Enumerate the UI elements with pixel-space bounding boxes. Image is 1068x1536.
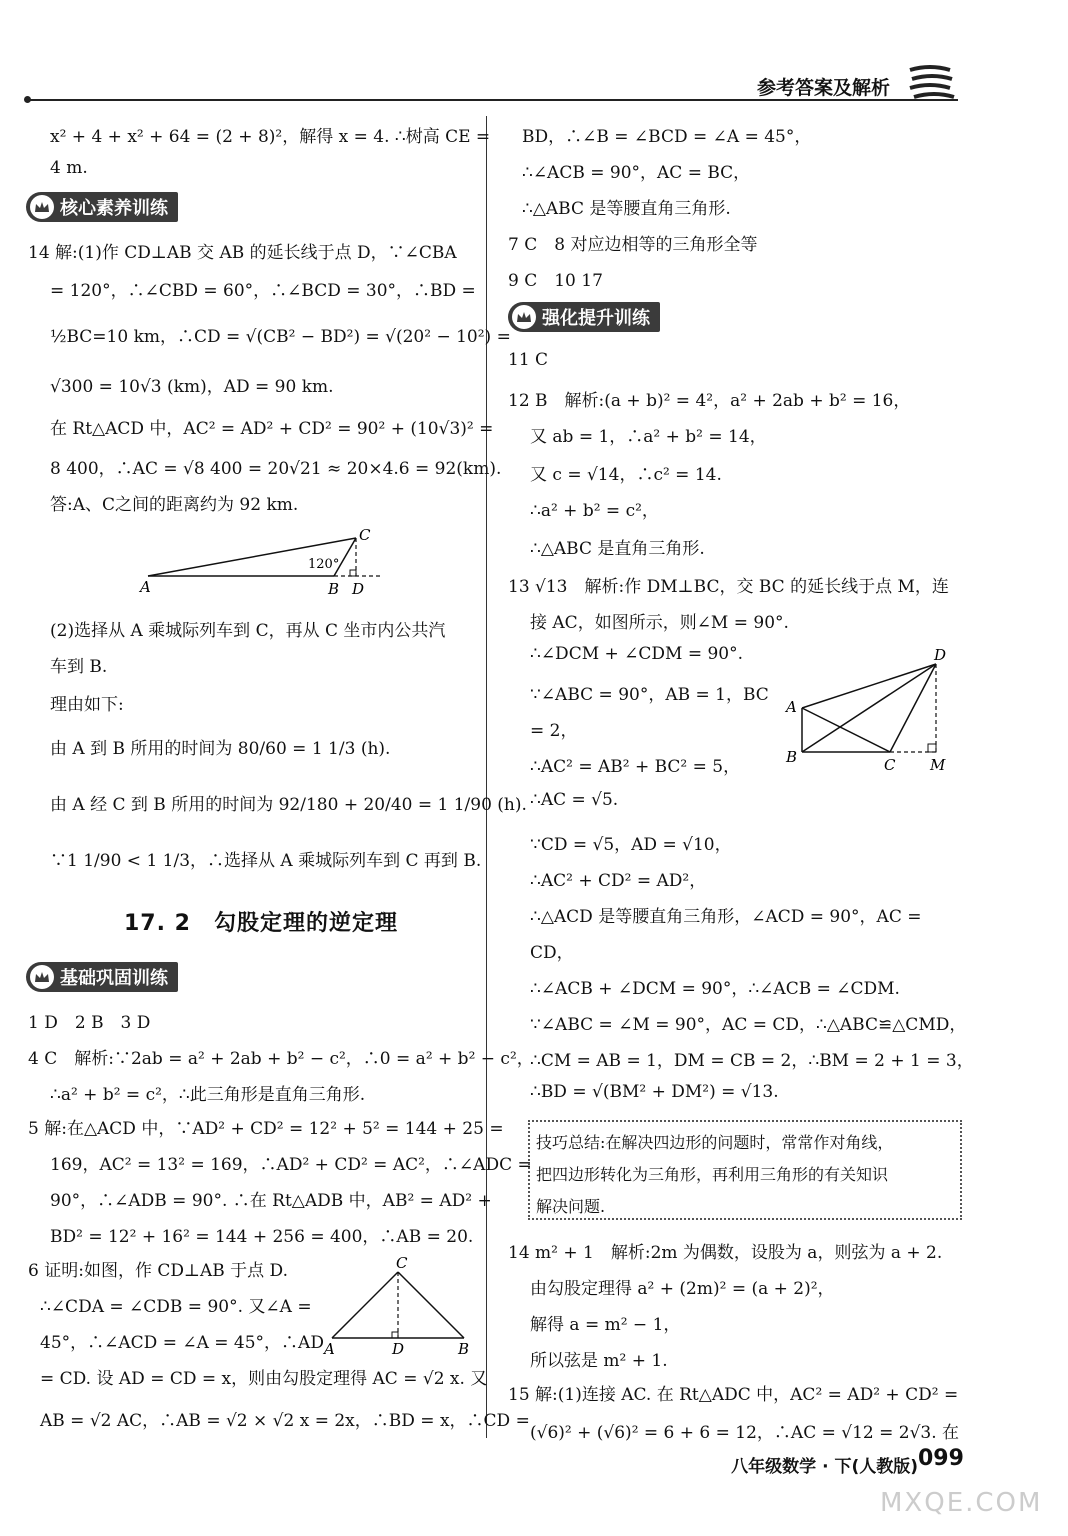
tip-line: 解决问题. <box>536 1197 606 1216</box>
label-b: B <box>328 580 340 598</box>
label-a: A <box>786 698 797 716</box>
label-a: A <box>140 578 151 596</box>
answer-5-line: 5 解:在△ACD 中，∵AD² + CD² = 12² + 5² = 144 + 25 = <box>28 1119 504 1139</box>
watermark: MXQE.COM <box>880 1488 1043 1518</box>
answer-6-cont: ∴∠ACB = 90°，AC = BC， <box>522 163 751 183</box>
figure-triangle-abc <box>320 1256 476 1356</box>
answer-6-line: = CD. 设 AD = CD = x，则由勾股定理得 AC = √2 x. 又 <box>40 1369 488 1389</box>
answer-12-line: 又 c = √14，∴c² = 14. <box>530 465 722 485</box>
right-angle-mark <box>392 1332 398 1338</box>
label-b: B <box>786 748 798 766</box>
footer-book-title: 八年级数学 · 下(人教版) <box>731 1457 918 1477</box>
answer-14b-line: 由勾股定理得 a² + (2m)² = (a + 2)²， <box>530 1279 835 1299</box>
answer-6-line: 45°，∴∠ACD = ∠A = 45°，∴AD <box>40 1333 324 1353</box>
segment-ac <box>332 1272 398 1338</box>
answer-13-line: ∵CD = √5，AD = √10， <box>530 835 732 855</box>
answers-1-3: 1 D 2 B 3 D <box>28 1013 151 1033</box>
answer-13-line: ∴∠DCM + ∠CDM = 90°. <box>530 644 744 664</box>
segment-bc <box>398 1272 464 1338</box>
answer-14-line: = 120°，∴∠CBD = 60°，∴∠BCD = 30°，∴BD = <box>50 281 476 301</box>
answer-14b-line: 解得 a = m² − 1， <box>530 1315 681 1335</box>
answer-6-cont: ∴△ABC 是等腰直角三角形. <box>522 199 731 219</box>
answer-14-line: 由 A 经 C 到 B 所用的时间为 92/180 + 20/40 = 1 1/90 (h). <box>50 795 527 815</box>
answers-7-8: 7 C 8 对应边相等的三角形全等 <box>508 235 758 255</box>
label-a: A <box>324 1340 335 1356</box>
label-c: C <box>359 526 371 544</box>
label-m: M <box>930 756 946 774</box>
crown-icon <box>30 195 54 219</box>
answer-13-line: ∴AC² + CD² = AD²， <box>530 871 707 891</box>
banner-label: 基础巩固训练 <box>60 968 168 989</box>
answer-14-line: 答:A、C之间的距离约为 92 km. <box>50 495 299 515</box>
label-c: C <box>396 1256 408 1272</box>
right-angle-mark <box>350 570 356 576</box>
banner-label: 强化提升训练 <box>542 308 650 329</box>
answer-6-line: AB = √2 AC，∴AB = √2 × √2 x = 2x，∴BD = x，∴CD = <box>40 1411 530 1431</box>
tip-line: 把四边形转化为三角形，再利用三角形的有关知识 <box>536 1165 889 1184</box>
label-c: C <box>884 756 896 774</box>
figure-quadrilateral-abcd <box>780 644 958 776</box>
figure-triangle-acd <box>130 524 390 600</box>
answer-13-line: ∴∠ACB + ∠DCM = 90°，∴∠ACB = ∠CDM. <box>530 979 900 999</box>
header-title: 参考答案及解析 <box>756 77 890 99</box>
right-angle-mark <box>928 744 936 752</box>
crown-icon <box>30 965 54 989</box>
segment-bd <box>802 664 936 752</box>
label-d: D <box>934 646 947 664</box>
answer-14-line: 14 解:(1)作 CD⊥AB 交 AB 的延长线于点 D，∵∠CBA <box>28 243 457 263</box>
answer-13-line: 13 √13 解析:作 DM⊥BC，交 BC 的延长线于点 M，连 <box>508 577 949 597</box>
answer-14-line: 车到 B. <box>50 657 108 677</box>
answer-13-line: ∴AC = √5. <box>530 790 619 810</box>
answer-12-line: ∴a² + b² = c²， <box>530 501 659 521</box>
answer-5-line: 169，AC² = 13² = 169，∴AD² + CD² = AC²，∴∠ADC = <box>50 1155 532 1175</box>
answer-13-line: 接 AC，如图所示，则∠M = 90°. <box>530 613 789 633</box>
answer-13-line: = 2， <box>530 721 578 741</box>
answer-13-line: ∵∠ABC = ∠M = 90°，AC = CD，∴△ABC≌△CMD， <box>530 1015 967 1035</box>
crown-icon <box>512 305 536 329</box>
tip-box <box>528 1120 962 1220</box>
answer-14b-line: 所以弦是 m² + 1. <box>530 1351 668 1371</box>
answer-14-line: 由 A 到 B 所用的时间为 80/60 = 1 1/3 (h). <box>50 739 391 759</box>
answer-14b-line: 14 m² + 1 解析:2m 为偶数，设股为 a，则弦为 a + 2. <box>508 1243 943 1263</box>
page-number: 099 <box>918 1446 964 1471</box>
answer-13-line: ∴CM = AB = 1，DM = CB = 2，∴BM = 2 + 1 = 3， <box>530 1051 974 1071</box>
label-d: D <box>352 580 365 598</box>
answer-14-line: 在 Rt△ACD 中，AC² = AD² + CD² = 90² + (10√3)² = <box>50 419 494 439</box>
label-d: D <box>392 1340 405 1356</box>
answer-14-line: 8 400，∴AC = √8 400 = 20√21 ≈ 20×4.6 = 92(km). <box>50 459 502 479</box>
text-line: 4 m. <box>50 158 88 178</box>
answer-15-line: (√6)² + (√6)² = 6 + 6 = 12，∴AC = √12 = 2√3. 在 <box>530 1423 960 1443</box>
banner-label: 核心素养训练 <box>60 198 168 219</box>
answer-4-line: ∴a² + b² = c²，∴此三角形是直角三角形. <box>50 1085 366 1105</box>
answer-15-line: 15 解:(1)连接 AC. 在 Rt△ADC 中，AC² = AD² + CD² = <box>508 1385 959 1405</box>
answers-9-10: 9 C 10 17 <box>508 271 603 291</box>
answer-12-line: ∴△ABC 是直角三角形. <box>530 539 705 559</box>
answer-5-line: BD² = 12² + 16² = 144 + 256 = 400，∴AB = 20. <box>50 1227 474 1247</box>
answer-13-line: ∴AC² = AB² + BC² = 5， <box>530 757 741 777</box>
answer-11: 11 C <box>508 350 549 370</box>
section-banner-basic <box>26 962 178 992</box>
answer-6-line: 6 证明:如图，作 CD⊥AB 于点 D. <box>28 1261 288 1281</box>
answer-14-line: ∵1 1/90 < 1 1/3，∴选择从 A 乘城际列车到 C 再到 B. <box>50 851 482 871</box>
answer-13-line: ∴△ACD 是等腰直角三角形，∠ACD = 90°，AC = <box>530 907 922 927</box>
answer-13-line: ∵∠ABC = 90°，AB = 1，BC <box>530 685 769 705</box>
label-b: B <box>458 1340 470 1356</box>
angle-label: 120° <box>308 557 340 572</box>
answer-14-line: 理由如下: <box>50 695 124 715</box>
section-title: 17. 2 勾股定理的逆定理 <box>124 911 398 936</box>
column-divider <box>486 116 487 1438</box>
answer-13-line: ∴BD = √(BM² + DM²) = √13. <box>530 1082 779 1102</box>
answer-6-line: ∴∠CDA = ∠CDB = 90°. 又∠A = <box>40 1297 312 1317</box>
text-line: x² + 4 + x² + 64 = (2 + 8)²，解得 x = 4. ∴树高 CE = <box>50 127 491 147</box>
answer-14-line: ½BC=10 km，∴CD = √(CB² − BD²) = √(20² − 10²) = <box>50 327 511 347</box>
answer-5-line: 90°，∴∠ADB = 90°. ∴在 Rt△ADB 中，AB² = AD² + <box>50 1191 492 1211</box>
answer-12-line: 12 B 解析:(a + b)² = 4²，a² + 2ab + b² = 16， <box>508 391 911 411</box>
answer-14-line: √300 = 10√3 (km)，AD = 90 km. <box>50 377 334 397</box>
answer-6-cont: BD，∴∠B = ∠BCD = ∠A = 45°， <box>522 127 812 147</box>
answer-14-line: (2)选择从 A 乘城际列车到 C，再从 C 坐市内公共汽 <box>50 621 446 641</box>
answer-12-line: 又 ab = 1，∴a² + b² = 14， <box>530 427 767 447</box>
section-banner-advanced <box>508 302 660 332</box>
section-banner-core <box>26 192 178 222</box>
books-icon <box>906 62 956 102</box>
segment-ac <box>802 708 890 752</box>
tip-line: 技巧总结:在解决四边形的问题时，常常作对角线， <box>536 1133 894 1152</box>
answer-4-line: 4 C 解析:∵2ab = a² + 2ab + b² − c²，∴0 = a² + b² − c²， <box>28 1049 534 1069</box>
answer-13-line: CD， <box>530 943 574 963</box>
